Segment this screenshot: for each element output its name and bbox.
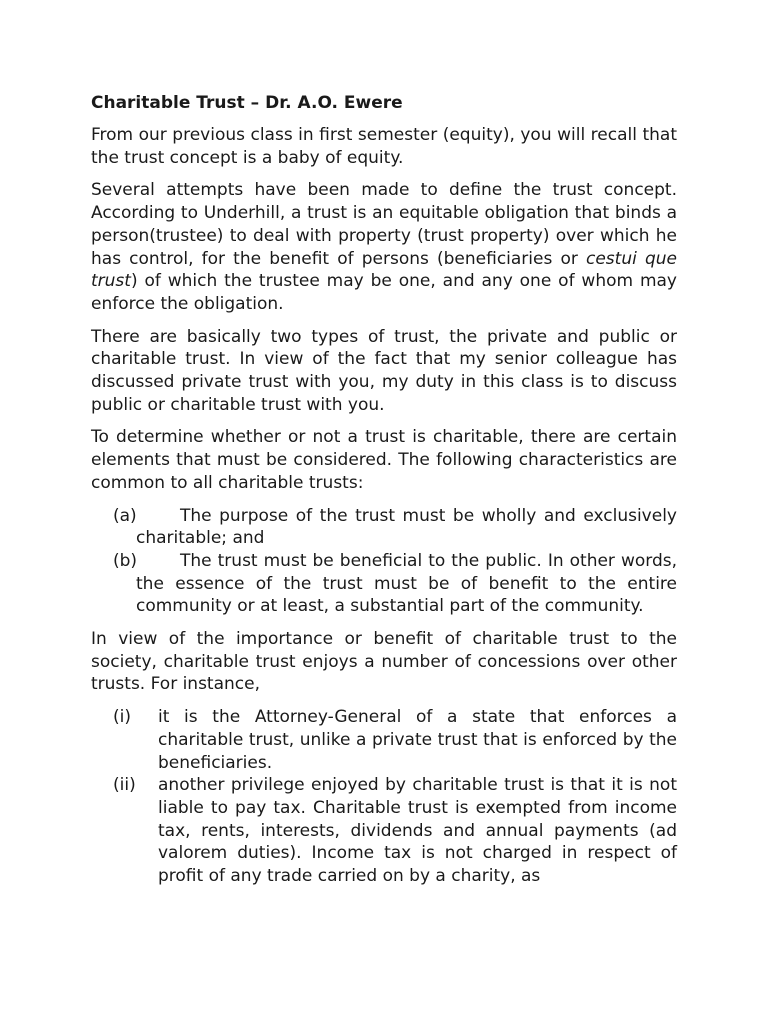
list-item-text: another privilege enjoyed by charitable trust is that it is not liable to pay tax. Charitable trust is exempted from income tax, rents, interests, dividends and annual payments (ad valorem duties). Income tax is not charged in respect of profit of any trade carried on by a charity, as [158,775,677,887]
list-item-text: The purpose of the trust must be wholly and exclusively charitable; and [136,505,677,549]
definition-italic-term: cestui que trust [91,248,677,292]
paragraph-types: There are basically two types of trust, the private and public or charitable trust. In view of the fact that my senior colleague has discussed private trust with you, my duty in this class is to discuss public or charitable trust with you. [91,326,677,415]
paragraph-intro: From our previous class in first semester (equity), you will recall that the trust concept is a baby of equity. [91,125,677,168]
list-marker: (ii) [113,775,136,796]
list-item [91,505,677,550]
list-marker: (i) [113,707,131,728]
list-item-text: it is the Attorney-General of a state that enforces a charitable trust, unlike a private trust that is enforced by the beneficiaries. [158,707,677,773]
paragraph-definition [91,179,677,315]
characteristics-list [91,505,677,619]
list-marker: (a) [113,505,137,526]
list-item-text: The trust must be beneficial to the public. In other words, the essence of the trust must be of benefit to the entire community or at least, a substantial part of the community. [136,550,677,617]
document-title: Charitable Trust – Dr. A.O. Ewere [91,93,403,113]
concessions-list [91,706,677,888]
paragraph-characteristics: To determine whether or not a trust is charitable, there are certain elements that must be considered. The following characteristics are common to all charitable trusts: [91,427,677,493]
list-item [91,706,677,774]
list-marker: (b) [113,550,138,571]
definition-text-end: ) of which the trustee may be one, and any one of whom may enforce the obligation. [91,271,677,314]
definition-text-start: Several attempts have been made to define the trust concept. According to Underhill, a trust is an equitable obligation that binds a person(trustee) to deal with property (trust property) over which he has control, for the benefit of persons (beneficiaries or [91,180,677,269]
list-item [91,550,677,618]
list-item [91,774,677,888]
paragraph-concessions: In view of the importance or benefit of charitable trust to the society, charitable trust enjoys a number of concessions over other trusts. For instance, [91,629,677,695]
